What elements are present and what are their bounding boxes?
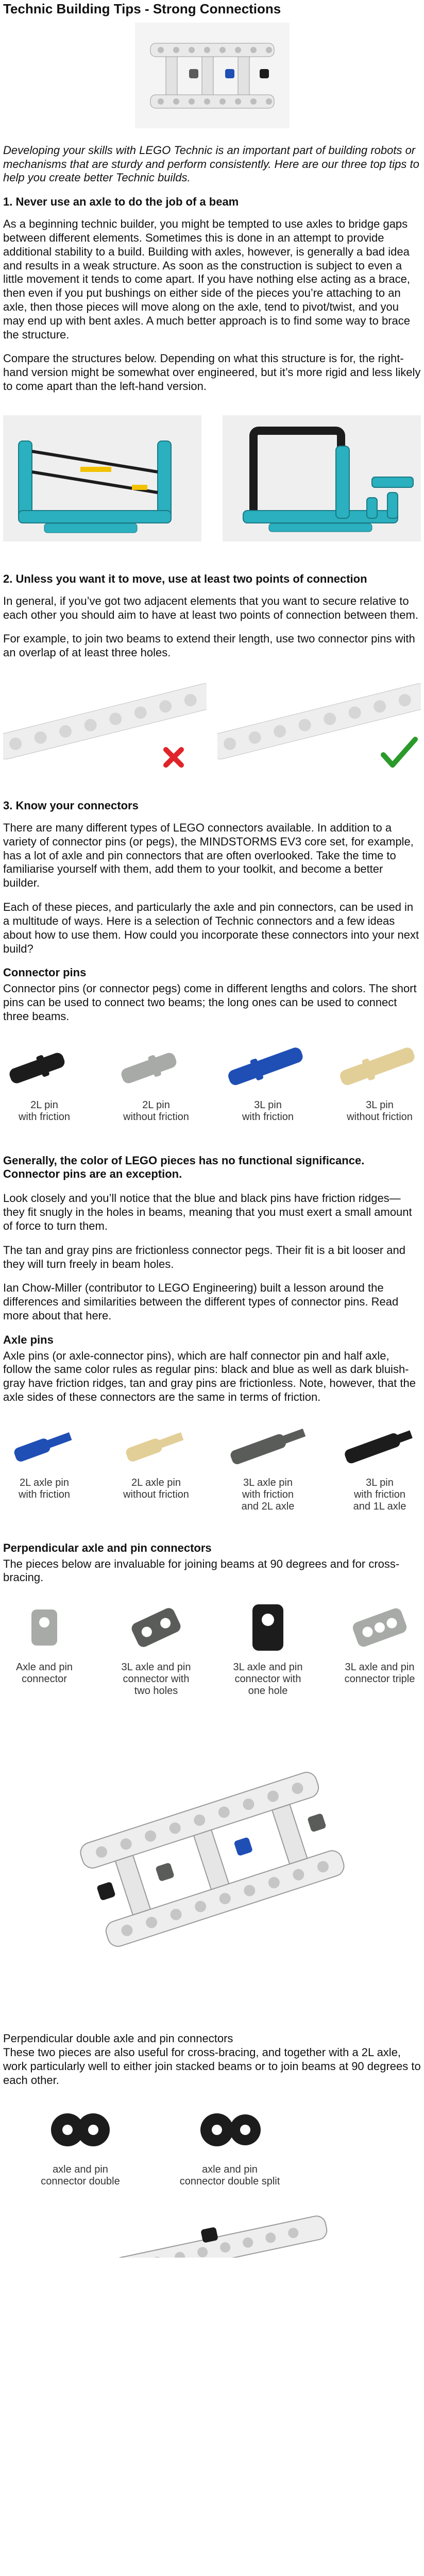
section2-paragraph-1: In general, if you’ve got two adjacent elements that you want to secure relative to each other you should aim to have at least two points of connection between them. (3, 594, 418, 621)
perp-connector-item (0, 1599, 96, 1697)
pin-image (0, 1037, 96, 1094)
double-connectors-heading: Perpendicular double axle and pin connectors (3, 2032, 233, 2045)
pin-image (105, 1037, 208, 1094)
section3-paragraph-2: Each of these pieces, and particularly the axle and pin connectors, can be used in a multitude of ways. Here is a selection of Technic connectors and a few ideas about how to use them. How could you incorporate these connectors into your next build? (3, 901, 419, 955)
braced-structure-photo (223, 415, 421, 541)
double-connector-item (168, 2102, 292, 2188)
perp-connector-label: 3L axle and pin connector triple (344, 1662, 415, 1685)
pin-color-paragraph-2: The tan and gray pins are frictionless connector pegs. Their fit is a bit looser and they will turn freely in beam holes. (3, 1243, 406, 1270)
perp-connector-label: Axle and pin connector (15, 1662, 73, 1685)
weak-structure-photo (3, 415, 201, 541)
double-connectors-text: These two pieces are also useful for cross-bracing, and together with a 2L axle, work particularly well to either join stacked beams or to join beams at 90 degrees to each other. (3, 2045, 421, 2087)
axle-pin-item (0, 1420, 96, 1513)
beam-join-correct-photo (217, 677, 421, 770)
axle-pin-label: 3L pin with friction and 1L axle (353, 1477, 406, 1512)
axle-pin-image (105, 1420, 208, 1471)
axle-pin-label: 3L axle pin with friction and 2L axle (241, 1477, 295, 1512)
pin-item (216, 1037, 319, 1123)
double-connector-item (24, 2102, 137, 2188)
perp-connector-item (105, 1599, 208, 1697)
section2-paragraph-2: For example, to join two beams to extend their length, use two connector pins with an overlap of at least three holes. (3, 632, 415, 659)
pin-image (328, 1037, 424, 1094)
section1-heading: 1. Never use an axle to do the job of a beam (3, 195, 239, 209)
axle-pin-item (216, 1420, 319, 1513)
perp-connector-image (216, 1599, 319, 1656)
connector-pins-heading: Connector pins (3, 966, 87, 979)
pin-image (216, 1037, 319, 1094)
pin-color-paragraph-3: Ian Chow-Miller (contributor to LEGO Engineering) built a lesson around the differences and similarities between the different types of connector pins. Read more about that here. (3, 1281, 399, 1322)
connector-pins-row (0, 1037, 424, 1123)
double-connectors-row (24, 2102, 421, 2188)
connector-pins-text: Connector pins (or connector pegs) come in different lengths and colors. The short pins can be used to connect two beams; the long ones can be used to connect three beams. (3, 982, 417, 1023)
article (0, 1, 424, 2258)
section2-heading: 2. Unless you want it to move, use at least two points of connection (3, 572, 367, 585)
perp-connector-label: 3L axle and pin connector with one hole (233, 1662, 303, 1697)
cross-braced-structure-image (58, 1749, 367, 1970)
perpendicular-connectors-text: The pieces below are invaluable for joining beams at 90 degrees and for cross-bracing. (3, 1557, 400, 1584)
intro-paragraph: Developing your skills with LEGO Technic is an important part of building robots or mechanisms that are sturdy and perform consistently. Here are our three top tips to help you create better Technic builds. (3, 143, 419, 184)
perp-connector-label: 3L axle and pin connector with two holes (121, 1662, 191, 1697)
axle-pin-item (328, 1420, 424, 1513)
perp-connector-image (328, 1599, 424, 1656)
double-connector-label: axle and pin connector double (41, 2164, 120, 2188)
section3-heading: 3. Know your connectors (3, 799, 139, 812)
beam-joining-photos (3, 677, 421, 770)
perpendicular-connectors-row (0, 1599, 424, 1697)
beam-join-wrong-photo (3, 677, 207, 770)
perp-connector-item (216, 1599, 319, 1697)
pin-label: 3L pin without friction (347, 1099, 413, 1123)
hero-lego-structure-image (135, 23, 290, 128)
structure-comparison-photos (3, 415, 421, 541)
page-title: Technic Building Tips - Strong Connections (3, 1, 281, 16)
perp-connector-item (328, 1599, 424, 1697)
perpendicular-connectors-heading: Perpendicular axle and pin connectors (3, 1541, 212, 1554)
pin-color-paragraph-1: Look closely and you’ll notice that the blue and black pins have friction ridges—they fit snugly in the holes in beams, meaning that you must exert a small amount of force to turn them. (3, 1192, 412, 1232)
section3-paragraph-1: There are many different types of LEGO connectors available. In addition to a variety of connector pins (or pegs), the MINDSTORMS EV3 core set, for example, has a lot of axle and pin connectors that are often overlooked. Take the time to familiarise yourself with them, add them to your toolkit, and become a better builder. (3, 821, 414, 890)
double-connector-label: axle and pin connector double split (179, 2164, 280, 2188)
axle-pin-image (0, 1420, 96, 1471)
pin-label: 2L pin with friction (18, 1099, 71, 1123)
axle-pin-image (328, 1420, 424, 1471)
axle-pins-text: Axle pins (or axle-connector pins), which are half connector pin and half axle, follow the same color rules as regular pins: black and blue as well as dark bluish-gray have friction ridges, tan and gray pins are frictionless. Note, however, that the axle sides of these connectors are the same in terms of friction. (3, 1349, 416, 1404)
pin-item (328, 1037, 424, 1123)
perp-connector-image (105, 1599, 208, 1656)
axle-pin-label: 2L axle pin without friction (123, 1477, 189, 1500)
pin-color-heading: Generally, the color of LEGO pieces has no functional significance. Connector pins are an exception. (3, 1154, 365, 1181)
pin-label: 3L pin with friction (242, 1099, 294, 1123)
perp-connector-image (0, 1599, 96, 1656)
double-connector-image (29, 2102, 132, 2158)
axle-pins-row (0, 1420, 424, 1513)
axle-pins-heading: Axle pins (3, 1333, 54, 1346)
double-connector-image (178, 2102, 281, 2158)
pin-item (105, 1037, 208, 1123)
section1-paragraph-2: Compare the structures below. Depending on what this structure is for, the right-hand version might be somewhat over engineered, but it’s more rigid and less likely to come apart than the left-hand version. (3, 352, 421, 393)
pin-item (0, 1037, 96, 1123)
section1-paragraph-1: As a beginning technic builder, you might be tempted to use axles to bridge gaps between different elements. Sometimes this is done in an attempt to provide additional stability to a build. Building with axles, however, is generally a bad idea and results in a weak structure. As soon as the construction is subject to even a little movement it tends to come apart. If you have nothing else acting as a brace, then even if you put bushings on either side of the pieces you’re attaching to an axle, then those pieces will move along on the axle, tend to pivot/twist, and you may end up with bent axles. A much better approach is to find some way to brace the structure. (3, 217, 410, 341)
bottom-structure-image-partial (58, 2208, 367, 2258)
axle-pin-label: 2L axle pin with friction (18, 1477, 71, 1500)
axle-pin-item (105, 1420, 208, 1513)
axle-pin-image (216, 1420, 319, 1471)
pin-label: 2L pin without friction (123, 1099, 189, 1123)
